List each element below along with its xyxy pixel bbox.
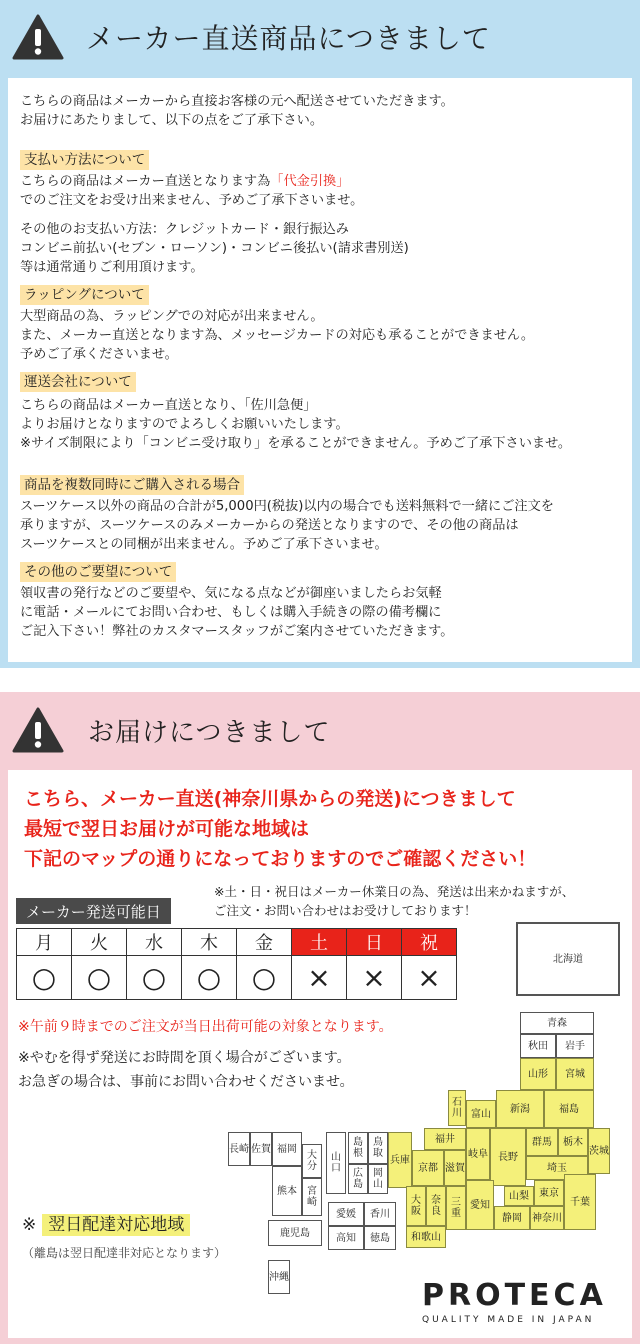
cod-label: 「代金引換」 xyxy=(270,174,350,189)
intro-text: こちらの商品はメーカーから直接お客様の元へ配送させていただきます。 お届けにあたりまして、以下の点をご了承下さい。 xyxy=(20,94,454,128)
pref-gifu: 岐阜 xyxy=(466,1128,490,1180)
day-sun: 日 xyxy=(347,929,402,956)
other-heading: その他のご要望について xyxy=(20,562,176,582)
legend-mark: ※ xyxy=(22,1215,37,1235)
warning-icon xyxy=(12,706,64,754)
payment-heading: 支払い方法について xyxy=(20,150,149,170)
pref-niigata: 新潟 xyxy=(496,1090,544,1128)
pref-oita: 大分 xyxy=(302,1144,322,1178)
pref-shizuoka: 静岡 xyxy=(494,1206,530,1230)
direct-ship-body xyxy=(8,78,632,662)
pref-tokyo: 東京 xyxy=(534,1180,564,1206)
pref-hokkaido: 北海道 xyxy=(516,922,620,996)
pref-yamaguchi: 山口 xyxy=(326,1132,346,1194)
payment-line-2: でのご注文をお受け出来ません、予めご了承下さいませ。 xyxy=(20,193,364,208)
carrier-heading: 運送会社について xyxy=(20,372,136,392)
cutoff-note: ※午前９時までのご注文が当日出荷可能の対象となります。 xyxy=(18,1019,393,1035)
other-text: 領収書の発行などのご要望や、気になる点などが御座いましたらお気軽 に電話・メールにてお問い合わせ、もしくは購入手続きの際の備考欄に ご記入下さい！弊社のカスタマースタッフがご案内させていただきます。 xyxy=(20,586,454,639)
pref-kagoshima: 鹿児島 xyxy=(268,1220,322,1246)
warning-icon xyxy=(12,13,64,61)
delivery-body xyxy=(8,770,632,1338)
delivery-panel xyxy=(0,692,640,1344)
day-thu: 木 xyxy=(182,929,237,956)
day-mon: 月 xyxy=(17,929,72,956)
pref-kanagawa: 神奈川 xyxy=(530,1206,564,1230)
delivery-header xyxy=(0,692,640,768)
pref-miyazaki: 宮崎 xyxy=(302,1178,322,1216)
legend-sub: （離島は翌日配達非対応となります） xyxy=(22,1246,227,1260)
status-tue: ○ xyxy=(72,956,127,1000)
direct-ship-header xyxy=(0,0,640,74)
pref-nara: 奈良 xyxy=(426,1186,446,1226)
legend-text: 翌日配達対応地域 xyxy=(42,1214,190,1236)
wrapping-heading: ラッピングについて xyxy=(20,285,149,305)
carrier-text: こちらの商品はメーカー直送となり、「佐川急便」 よりお届けとなりますのでよろしくお願いいたします。 ※サイズ制限により「コンビニ受け取り」を承ることができません。予めご了承下さいませ。 xyxy=(20,398,572,451)
multi-heading: 商品を複数同時にご購入される場合 xyxy=(20,475,244,495)
brand-tagline: QUALITY MADE IN JAPAN xyxy=(422,1315,595,1325)
pref-ehime: 愛媛 xyxy=(328,1202,364,1226)
status-sun: × xyxy=(347,956,402,1000)
japan-delivery-map xyxy=(218,920,622,1300)
pref-ibaraki: 茨城 xyxy=(588,1128,610,1174)
direct-ship-panel xyxy=(0,0,640,668)
payment-line-1 xyxy=(20,172,620,191)
status-fri: ○ xyxy=(237,956,292,1000)
status-thu: ○ xyxy=(182,956,237,1000)
pref-fukui: 福井 xyxy=(424,1128,466,1150)
direct-ship-title: メーカー直送商品につきまして xyxy=(86,22,491,55)
status-sat: × xyxy=(292,956,347,1000)
status-holiday: × xyxy=(402,956,457,1000)
pref-osaka: 大阪 xyxy=(406,1186,426,1226)
day-sat: 土 xyxy=(292,929,347,956)
status-mon: ○ xyxy=(17,956,72,1000)
day-holiday: 祝 xyxy=(402,929,457,956)
pref-akita: 秋田 xyxy=(520,1034,556,1058)
pref-tochigi: 栃木 xyxy=(558,1128,588,1156)
pref-chiba: 千葉 xyxy=(564,1174,596,1230)
pref-kyoto: 京都 xyxy=(412,1150,444,1186)
day-fri: 金 xyxy=(237,929,292,956)
pref-yamanashi: 山梨 xyxy=(504,1186,534,1206)
status-wed: ○ xyxy=(127,956,182,1000)
ship-days-note: ※土・日・祝日はメーカー休業日の為、発送は出来かねますが、 ご注文・お問い合わせはお受けしております！ xyxy=(214,884,575,918)
delay-note: ※やむを得ず発送にお時間を頂く場合がございます。 お急ぎの場合は、事前にお問い合わせくださいませ。 xyxy=(18,1050,354,1090)
pref-fukuoka: 福岡 xyxy=(272,1132,302,1166)
ship-days-label: メーカー発送可能日 xyxy=(16,898,171,924)
pref-yamagata: 山形 xyxy=(520,1058,556,1090)
pref-iwate: 岩手 xyxy=(556,1034,594,1058)
pref-fukushima: 福島 xyxy=(544,1090,594,1128)
brand-name: PROTECA xyxy=(422,1278,607,1313)
pref-mie: 三重 xyxy=(446,1186,466,1230)
pref-saga: 佐賀 xyxy=(250,1132,272,1166)
pref-okayama: 岡山 xyxy=(368,1164,388,1194)
pref-hyogo: 兵庫 xyxy=(388,1132,412,1188)
proteca-logo xyxy=(422,1278,622,1338)
multi-text: スーツケース以外の商品の合計が5,000円(税抜)以内の場合でも送料無料で一緒にご注文を 承りますが、スーツケースのみメーカーからの発送となりますので、その他の商品は スーツケースとの同梱が出来ません。予めご了承下さいませ。 xyxy=(20,499,554,552)
pref-miyagi: 宮城 xyxy=(556,1058,594,1090)
pref-saitama: 埼玉 xyxy=(526,1156,588,1180)
pref-nagano: 長野 xyxy=(490,1128,526,1186)
pref-toyama: 富山 xyxy=(466,1100,496,1128)
pref-kagawa: 香川 xyxy=(364,1202,396,1226)
pref-aomori: 青森 xyxy=(520,1012,594,1034)
pref-hiroshima: 広島 xyxy=(348,1164,368,1194)
wrapping-text: 大型商品の為、ラッピングでの対応が出来ません。 また、メーカー直送となります為、メッセージカードの対応も承ることができません。 予めご了承くださいませ。 xyxy=(20,309,535,362)
pref-tottori: 鳥取 xyxy=(368,1132,388,1164)
pref-ishikawa: 石川 xyxy=(448,1090,466,1126)
pref-shiga: 滋賀 xyxy=(444,1150,466,1186)
pref-kumamoto: 熊本 xyxy=(272,1166,302,1216)
pref-kochi: 高知 xyxy=(328,1226,364,1250)
payment-line-1a: こちらの商品はメーカー直送となります為 xyxy=(20,174,271,189)
day-tue: 火 xyxy=(72,929,127,956)
payment-other: その他のお支払い方法：クレジットカード・銀行振込み コンビニ前払い(セブン・ローソン)・コンビニ後払い(請求書別送) 等は通常通りご利用頂けます。 xyxy=(20,222,409,275)
day-wed: 水 xyxy=(127,929,182,956)
pref-wakayama: 和歌山 xyxy=(406,1226,446,1248)
pref-gunma: 群馬 xyxy=(526,1128,558,1156)
pref-aichi: 愛知 xyxy=(466,1180,494,1230)
pref-tokushima: 徳島 xyxy=(364,1226,396,1250)
pref-okinawa: 沖縄 xyxy=(268,1260,290,1294)
delivery-title: お届けにつきまして xyxy=(88,717,331,748)
delivery-headline: こちら、メーカー直送(神奈川県からの発送)につきまして 最短で翌日お届けが可能な地域は 下記のマップの通りになっておりますのでご確認ください！ xyxy=(24,788,537,870)
pref-nagasaki: 長崎 xyxy=(228,1132,250,1166)
map-legend xyxy=(22,1210,190,1235)
pref-shimane: 島根 xyxy=(348,1132,368,1164)
